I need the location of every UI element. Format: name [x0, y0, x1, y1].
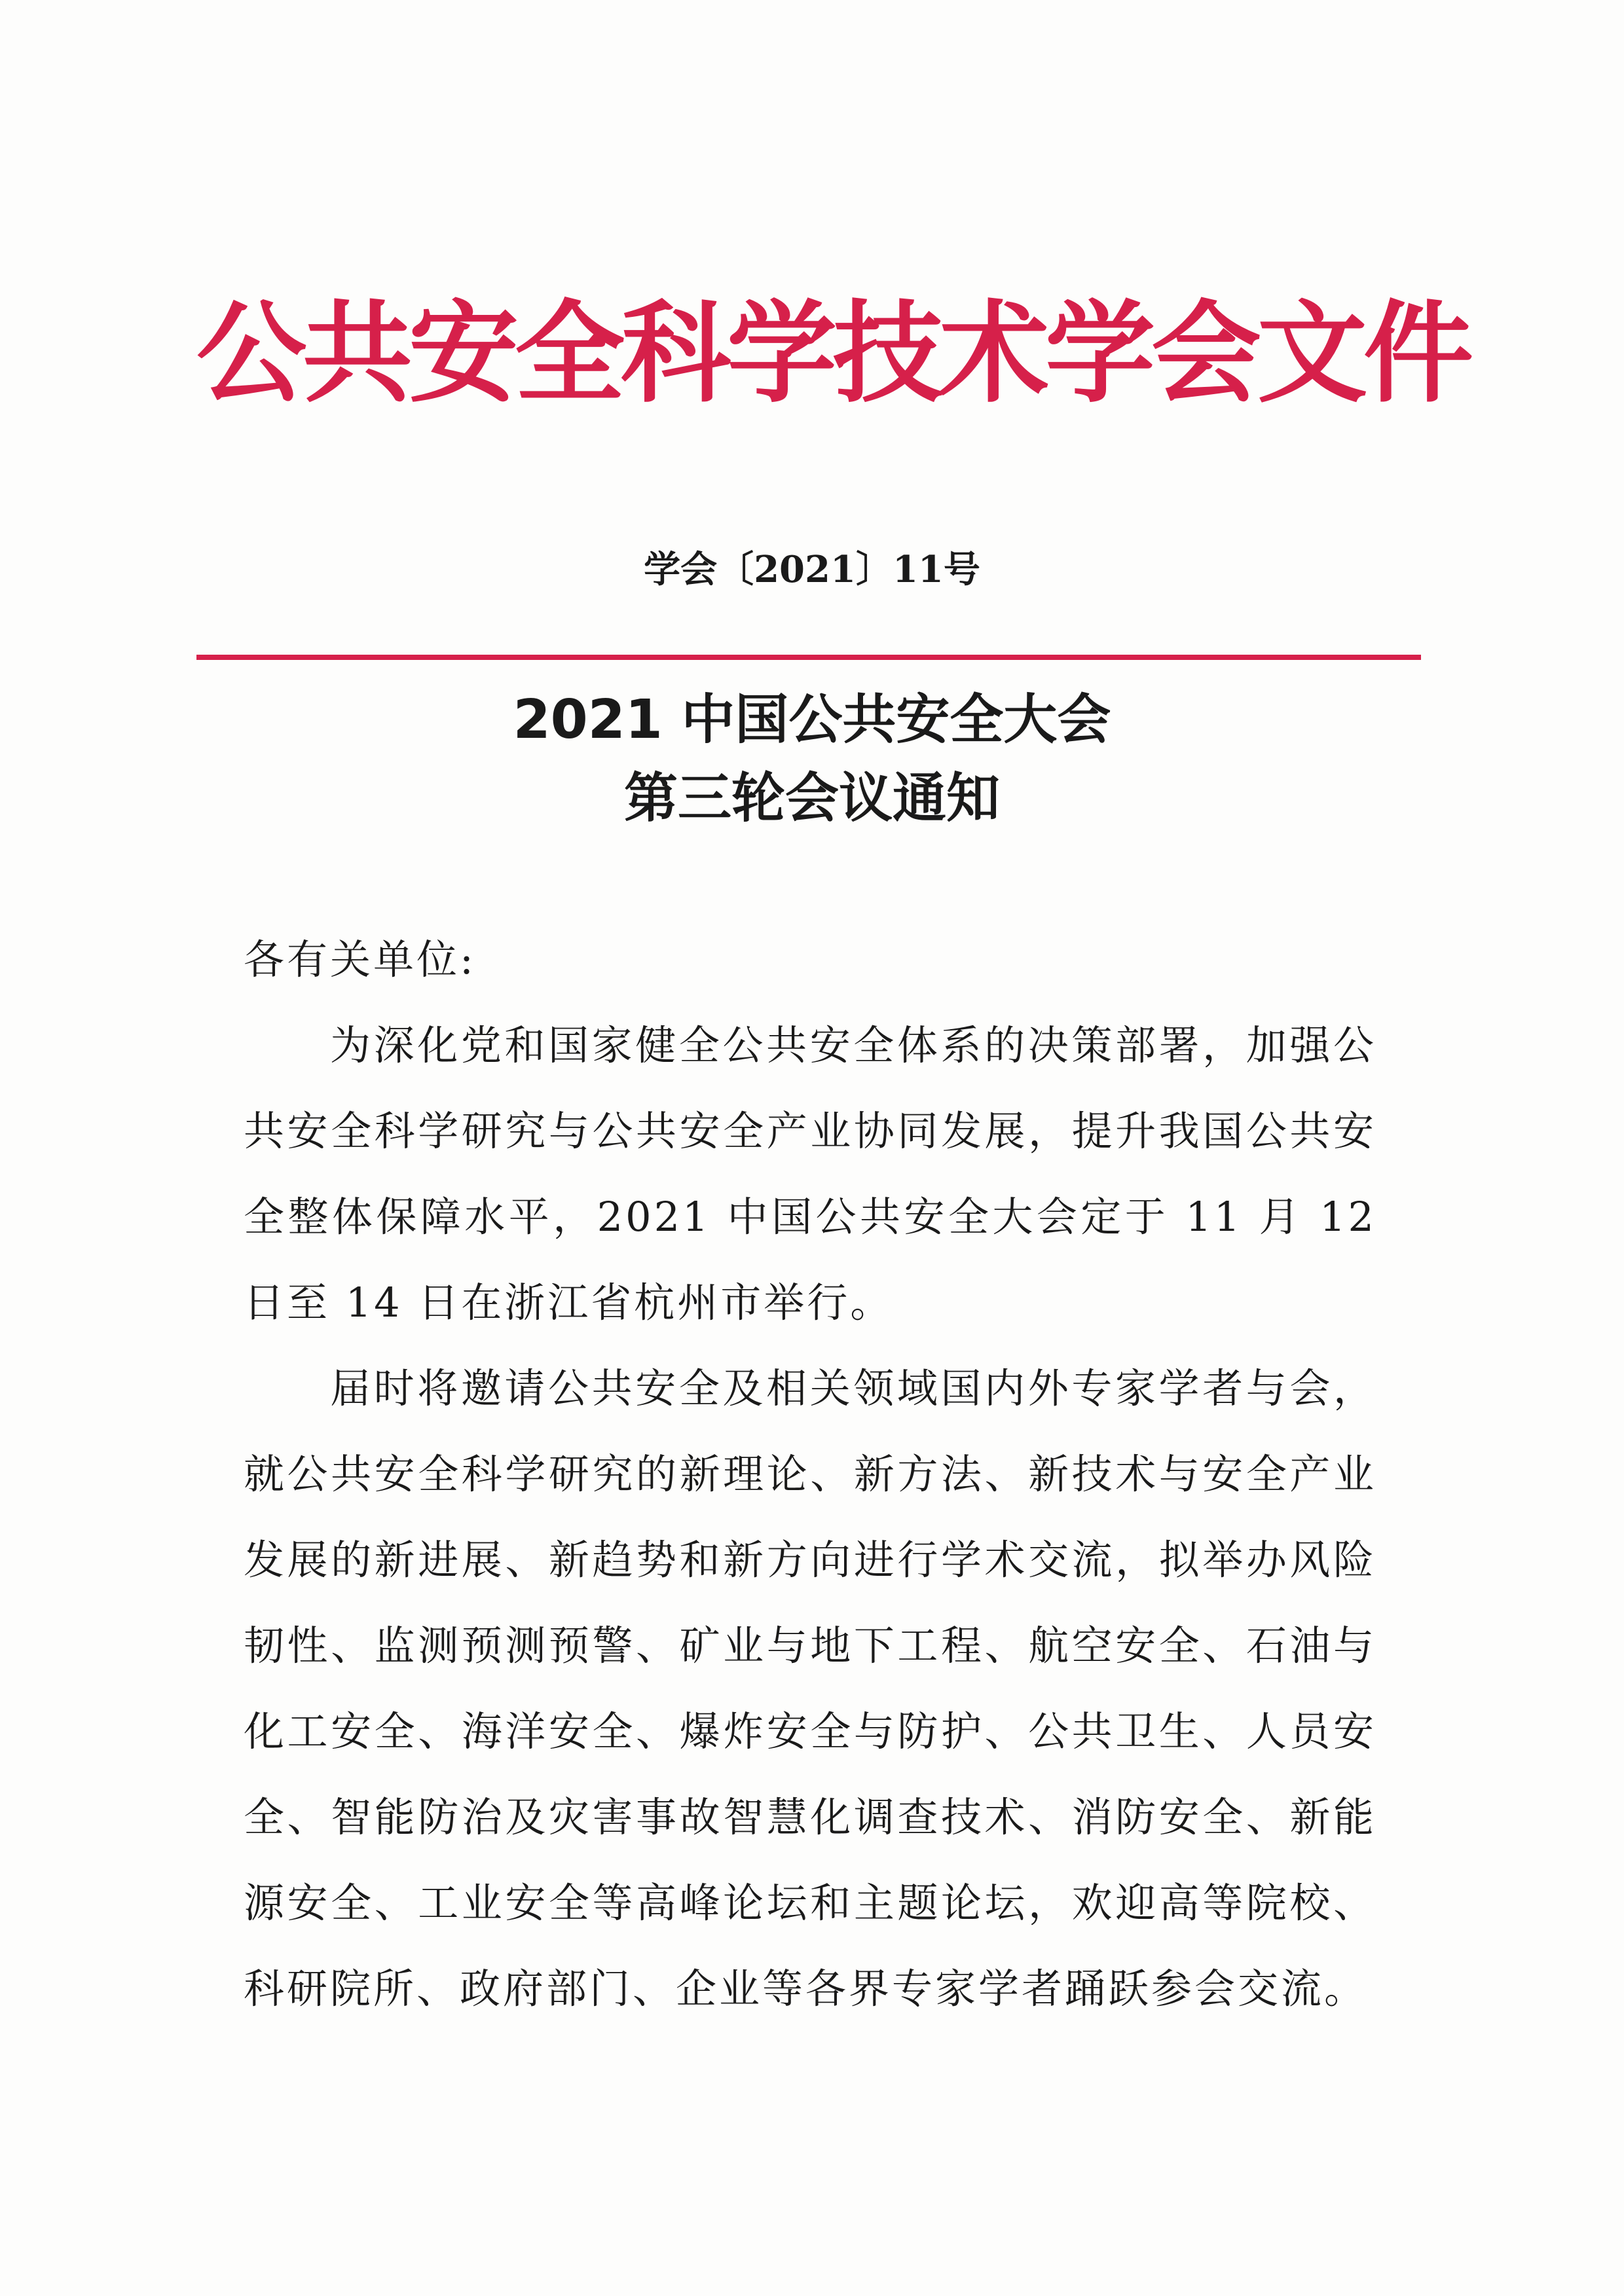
- notice-title-line-1: 2021 中国公共安全大会: [513, 689, 1111, 751]
- red-divider-line: [196, 655, 1421, 660]
- notice-title-line-2: 第三轮会议通知: [623, 767, 1000, 829]
- paragraph-1: 为深化党和国家健全公共安全体系的决策部署，加强公共安全科学研究与公共安全产业协同发展，提升我国公共安全整体保障水平，2021 中国公共安全大会定于 11 月 12 日至 14 日在浙江省杭州市举行。: [244, 1021, 1376, 1326]
- notice-title: [196, 681, 1428, 838]
- document-number: 学会〔2021〕11号: [644, 548, 980, 591]
- body-text: [244, 917, 1376, 2032]
- paragraph-2: 届时将邀请公共安全及相关领域国内外专家学者与会，就公共安全科学研究的新理论、新方法、新技术与安全产业发展的新进展、新趋势和新方向进行学术交流，拟举办风险韧性、监测预测预警、矿业与地下工程、航空安全、石油与化工安全、海洋安全、爆炸安全与防护、公共卫生、人员安全、智能防治及灾害事故智慧化调查技术、消防安全、新能源安全、工业安全等高峰论坛和主题论坛，欢迎高等院校、科研院所、政府部门、企业等各界专家学者踊跃参会交流。: [244, 1364, 1376, 2013]
- issuer-header: 公共安全科学技术学会文件: [196, 289, 1469, 418]
- salutation: 各有关单位:: [244, 936, 476, 983]
